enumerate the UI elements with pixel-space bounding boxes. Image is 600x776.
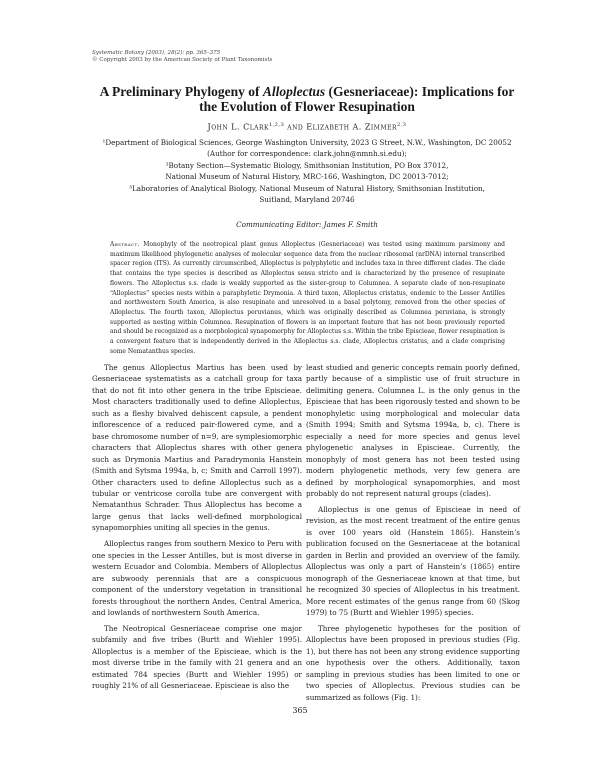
communicating-editor: Communicating Editor: James F. Smith (236, 220, 378, 229)
paragraph: The genus Alloplectus Martius has been used by Gesneriaceae systematists as a catchall group for taxa that do not fit into other genera in the tribe Episcieae. Most characters traditionally used to define Alloplectus, such as a fleshy bivalved dehiscent capsule, a pendent inflorescence of a reduced pair-flowered cyme, and a base chromosome number of n=9, are symplesiomorphic characters that Alloplectus shares with other genera such as Drymonia Martius and Paradrymonia Hanstein (Smith and Sytsma 1994a, b, c; Smith and Carroll 1997). Other characters used to define Alloplectus such as a tubular or ventricose corolla tube are convergent with Nematanthus Schrader. Thus Alloplectus has become a large genus that lacks well-defined morphological synapomorphies uniting all species in the genus. (92, 363, 302, 533)
paragraph: Alloplectus is one genus of Episcieae in need of revision, as the most recent treatment of the entire genus is over 100 years old (Hanstein 1865). Hanstein’s publication focused on the Gesneriaceae at the botanical garden in Berlin and provided an overview of the family. Alloplectus was only a part of Hanstein’s (1865) entire monograph of the Gesneriaceae known at that time, but he recognized 30 species of Alloplectus in his treatment. More recent estimates of the genus range from 60 (Skog 1979) to 75 (Burtt and Wiehler 1995) species. (306, 504, 520, 618)
title-part-2: (Gesneriaceae): Implications for the Evolution of Flower Resupination (199, 84, 515, 114)
journal-header (92, 50, 272, 64)
title-genus: Alloplectus (262, 84, 326, 99)
body-column-right (306, 362, 520, 708)
author-2-affil: 2,3 (397, 122, 407, 128)
paragraph: least studied and generic concepts remain poorly defined, partly because of a simplistic use of fruit structure in delimiting genera. Columnea L. is the only genus in the Episcieae that has been rigorously tested and shown to be monophyletic using morphological and molecular data (Smith 1994; Smith and Sytsma 1994a, b, c). There is especially a need for more species and genus level phylogenetic analyses in Episcieae. Currently, the monophyly of most genera has not been tested using modern phylogenetic methods, very few genera are defined by morphological synapomorphies, and most probably do not represent natural groups (clades). (306, 363, 520, 498)
author-conjunction: and (284, 122, 307, 132)
abstract (110, 240, 505, 356)
affiliation-2-address: National Museum of Natural History, MRC-166, Washington, DC 20013-7012; (165, 172, 449, 182)
body-column-left (92, 362, 302, 696)
affiliation-1-contact: (Author for correspondence: clark.john@nmnh.si.edu); (207, 149, 407, 159)
copyright-notice: © Copyright 2003 by the American Society of Plant Taxonomists (92, 57, 273, 63)
title-part-1: A Preliminary Phylogeny of (99, 84, 263, 99)
author-list (92, 122, 522, 132)
affiliations (92, 137, 522, 205)
page-number: 365 (292, 706, 308, 715)
affiliation-3: ³Laboratories of Analytical Biology, National Museum of Natural History, Smithsonian Institution, (129, 183, 485, 193)
affiliation-3-address: Suitland, Maryland 20746 (259, 195, 355, 205)
paragraph: The Neotropical Gesneriaceae comprise one major subfamily and five tribes (Burtt and Wiehler 1995). Alloplectus is a member of the Episcieae, which is the most diverse tribe in the family with 21 genera and an estimated 784 species (Burtt and Wiehler 1995) or roughly 21% of all Gesneriaceae. Episcieae is also the (92, 623, 302, 691)
author-2: Elizabeth A. Zimmer (306, 122, 397, 132)
affiliation-1: ¹Department of Biological Sciences, George Washington University, 2023 G Street, N.W., Washington, DC 20052 (102, 138, 512, 147)
paragraph: Three phylogenetic hypotheses for the position of Alloplectus have been proposed in previous studies (Fig. 1), but there has not been any strong evidence supporting one hypothesis over the others. Additionally, taxon sampling in previous studies has been limited to one or two species of Alloplectus. Previous studies can be summarized as follows (Fig. 1): (306, 623, 520, 702)
abstract-label: Abstract. (110, 241, 140, 248)
affiliation-2: ²Botany Section—Systematic Biology, Smithsonian Institution, PO Box 37012, (165, 160, 449, 170)
abstract-text: Monophyly of the neotropical plant genus Alloplectus (Gesneriaceae) was tested using maximum parsimony and maximum likelihood phylogenetic analyses of molecular sequence data from the nuclear ribosomal (nrDNA) internal transcribed spacer region (ITS). As currently circumscribed, Alloplectus is polyphyletic and includes taxa in three different clades. The clade that contains the type species is described as Alloplectus sensu stricto and is characterized by the presence of resupinate flowers. The Alloplectus s.s. clade is weakly supported as the sister-group to Columnea. A separate clade of non-resupinate “Alloplectus” species nests within a paraphyletic Drymonia. A third taxon, Alloplectus cristatus, endemic to the Lesser Antilles and northwestern South America, is also resupinate and unresolved in a basal polytomy, removed from the other species of Alloplectus. The fourth taxon, Alloplectus peruvianus, which was originally described as Columnea peruviana, is strongly supported as nesting within Columnea. Resupination of flowers is an important feature that has not been previously reported and should be recognized as a morphological synapomorphy for Alloplectus s.s. Within the tribe Episcieae, flower resupination is a convergent feature that is independently derived in the Alloplectus s.s. clade, Alloplectus cristatus, and a clade comprising some Nematanthus species. (110, 241, 505, 355)
paragraph: Alloplectus ranges from southern Mexico to Peru with one species in the Lesser Antilles, but is most diverse in western Ecuador and Colombia. Members of Alloplectus are subwoody perennials that are a conspicuous component of the understory vegetation in transitional forests throughout the northern Andes, Central America, and lowlands of northwestern South America. (92, 539, 302, 618)
author-1-affil: 1,2,3 (269, 122, 285, 128)
journal-citation: Systematic Botany (2003), 28(2): pp. 365–375 (92, 50, 221, 56)
article-title (92, 84, 522, 114)
author-1: John L. Clark (207, 122, 270, 132)
